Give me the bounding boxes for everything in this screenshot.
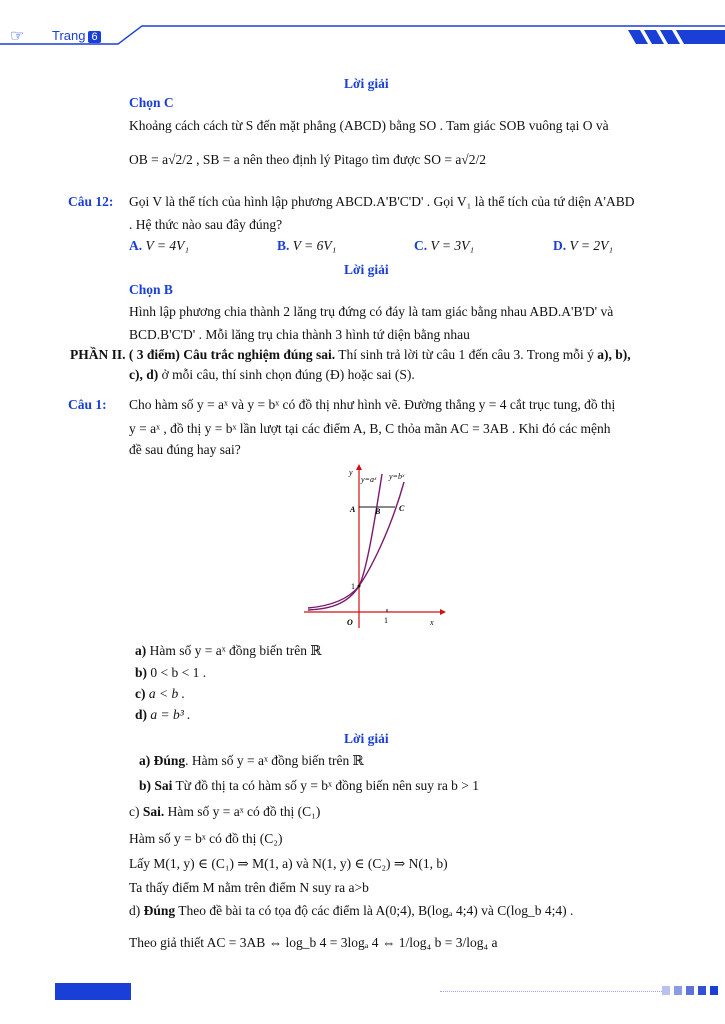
y-tick-label: 1 (351, 582, 355, 591)
solution-text: BCD.B'C'D' . Mỗi lăng trụ chia thành 3 hình tứ diện bằng nhau (129, 327, 470, 342)
statement-item: c) a < b . (135, 686, 185, 701)
footer-dotted-line (440, 991, 662, 992)
solution-choice: Chọn B (129, 282, 173, 297)
solution-text: Hình lập phương chia thành 2 lăng trụ đứng có đáy là tam giác bằng nhau ABD.A'B'D' và (129, 304, 614, 319)
point-0-1 (358, 585, 361, 588)
point-a-label: A (350, 505, 356, 514)
solution-text: Khoảng cách cách từ S đến mặt phẳng (ABCD) bằng SO . Tam giác SOB vuông tại O và (129, 118, 609, 133)
page-label: Trang (52, 28, 86, 43)
question-text: Cho hàm số y = aˣ và y = bˣ có đồ thị như hình vẽ. Đường thẳng y = 4 cắt trục tung, đồ thị (129, 397, 616, 412)
statement-item: b) 0 < b < 1 . (135, 665, 207, 680)
statement-item: a) Hàm số y = aˣ đồng biến trên ℝ (135, 643, 322, 658)
solution-text: Hàm số y = bˣ có đồ thị (C₂) (129, 831, 283, 846)
answer-option: B. V = 6V₁ (277, 238, 337, 253)
curve-a (308, 474, 382, 608)
point-c-label: C (399, 504, 405, 513)
statement-item: d) a = b³ . (135, 707, 191, 722)
header-decoration (0, 0, 725, 48)
point-b-label: B (375, 507, 381, 516)
origin-label: O (347, 618, 353, 627)
exponential-graph (300, 462, 450, 630)
x-label: x (430, 618, 434, 627)
question-text: . Hệ thức nào sau đây đúng? (129, 217, 283, 232)
answer-option: D. V = 2V₁ (553, 238, 614, 253)
question-text: Gọi V là thể tích của hình lập phương ABCD.A'B'C'D' . Gọi V₁ là thể tích của tứ diện A'ABD (129, 194, 635, 209)
section-instructions: PHẦN II. ( 3 điểm) Câu trắc nghiệm đúng sai. Thí sinh trả lời từ câu 1 đến câu 3. Trong mỗi ý a), b), (70, 347, 631, 362)
solution-text: OB = a√2/2 , SB = a nên theo định lý Pitago tìm được SO = a√2/2 (129, 152, 486, 167)
solution-heading: Lời giải (344, 731, 389, 746)
question-label: Câu 1: (68, 397, 107, 412)
hand-pointer-icon: ☞ (10, 28, 25, 45)
footer-bar (55, 983, 131, 1000)
solution-text: a) Đúng. Hàm số y = aˣ đồng biến trên ℝ (139, 753, 364, 768)
solution-text: b) Sai Từ đồ thị ta có hàm số y = bˣ đồng biến nên suy ra b > 1 (139, 778, 480, 793)
answer-option: A. V = 4V₁ (129, 238, 190, 253)
x-axis-arrow (440, 609, 446, 615)
question-label: Câu 12: (68, 194, 114, 209)
curve-b (308, 482, 404, 610)
page-number: 6 (88, 31, 100, 43)
solution-text: Theo giả thiết AC = 3AB ⇔ log_b 4 = 3logₐ 4 ⇔ 1/log₄ b = 3/log₄ a (129, 935, 498, 950)
solution-choice: Chọn C (129, 95, 174, 110)
y-label: y (349, 468, 353, 477)
question-text: đề sau đúng hay sai? (129, 442, 241, 457)
x-tick-label: 1 (384, 616, 388, 625)
solution-heading: Lời giải (344, 76, 389, 91)
solution-text: c) Sai. Hàm số y = aˣ có đồ thị (C₁) (129, 804, 321, 819)
curve-b-label: y=bˣ (389, 472, 405, 481)
answer-option: C. V = 3V₁ (414, 238, 475, 253)
solution-text: d) Đúng Theo đề bài ta có tọa độ các điểm là A(0;4), B(logₐ 4;4) và C(log_b 4;4) . (129, 903, 574, 918)
curve-a-label: y=aˣ (361, 475, 377, 484)
solution-text: Lấy M(1, y) ∈ (C₁) ⇒ M(1, a) và N(1, y) ∈ (C₂) ⇒ N(1, b) (129, 856, 448, 871)
footer-blocks (662, 985, 718, 997)
question-text: y = aˣ , đồ thị y = bˣ lần lượt tại các điểm A, B, C thỏa mãn AC = 3AB . Khi đó các mệnh (129, 421, 611, 436)
solution-text: Ta thấy điểm M nằm trên điểm N suy ra a>b (129, 880, 369, 895)
solution-heading: Lời giải (344, 262, 389, 277)
section-instructions: c), d) ở mỗi câu, thí sinh chọn đúng (Đ) hoặc sai (S). (129, 367, 415, 382)
y-axis-arrow (356, 464, 362, 470)
